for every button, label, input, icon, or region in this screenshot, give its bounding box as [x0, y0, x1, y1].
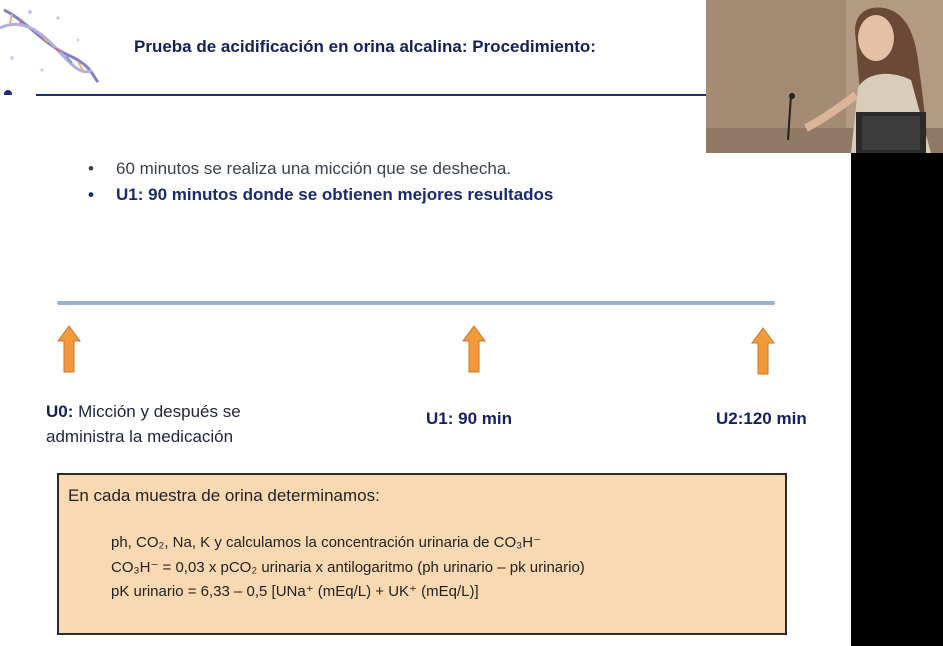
timeline-bar [57, 301, 775, 305]
measurement-box [57, 473, 787, 635]
up-arrow-icon [462, 325, 486, 373]
bullet-list [88, 156, 553, 208]
u0-tag: U0: [46, 402, 74, 421]
bullet-text: U1: 90 minutos donde se obtienen mejores resultados [116, 185, 554, 204]
formula-line: ph, CO₂, Na, K y calculamos la concentración urinaria de CO₃H⁻ [111, 534, 542, 551]
title-divider [36, 94, 706, 96]
bullet-dot-icon: • [88, 159, 94, 178]
dna-helix-logo [0, 0, 100, 95]
bullet-text: 60 minutos se realiza una micción que se deshecha. [116, 159, 512, 178]
formula-line: CO₃H⁻ = 0,03 x pCO₂ urinaria x antilogaritmo (ph urinario – pk urinario) [111, 559, 585, 576]
timeline-label-u0 [46, 399, 241, 449]
bullet-item [88, 182, 553, 208]
speaker-video-frame [706, 0, 943, 153]
bullet-dot-icon: • [88, 185, 94, 204]
bullet-item [88, 156, 553, 182]
box-heading: En cada muestra de orina determinamos: [68, 486, 380, 505]
speaker-video [706, 0, 943, 153]
black-side-panel [851, 153, 943, 646]
u0-text-line1: Micción y después se [73, 402, 241, 421]
u1-label: U1: 90 min [426, 409, 512, 428]
slide-title: Prueba de acidificación en orina alcalina: Procedimiento: [134, 37, 596, 56]
formula-line: pK urinario = 6,33 – 0,5 [UNa⁺ (mEq/L) + UK⁺ (mEq/L)] [111, 583, 479, 600]
u0-text-line2: administra la medicación [46, 427, 234, 446]
u2-label: U2:120 min [716, 409, 807, 428]
up-arrow-icon [57, 325, 81, 373]
up-arrow-icon [751, 327, 775, 375]
timeline-label-u2 [716, 406, 807, 431]
timeline-label-u1 [426, 406, 512, 431]
